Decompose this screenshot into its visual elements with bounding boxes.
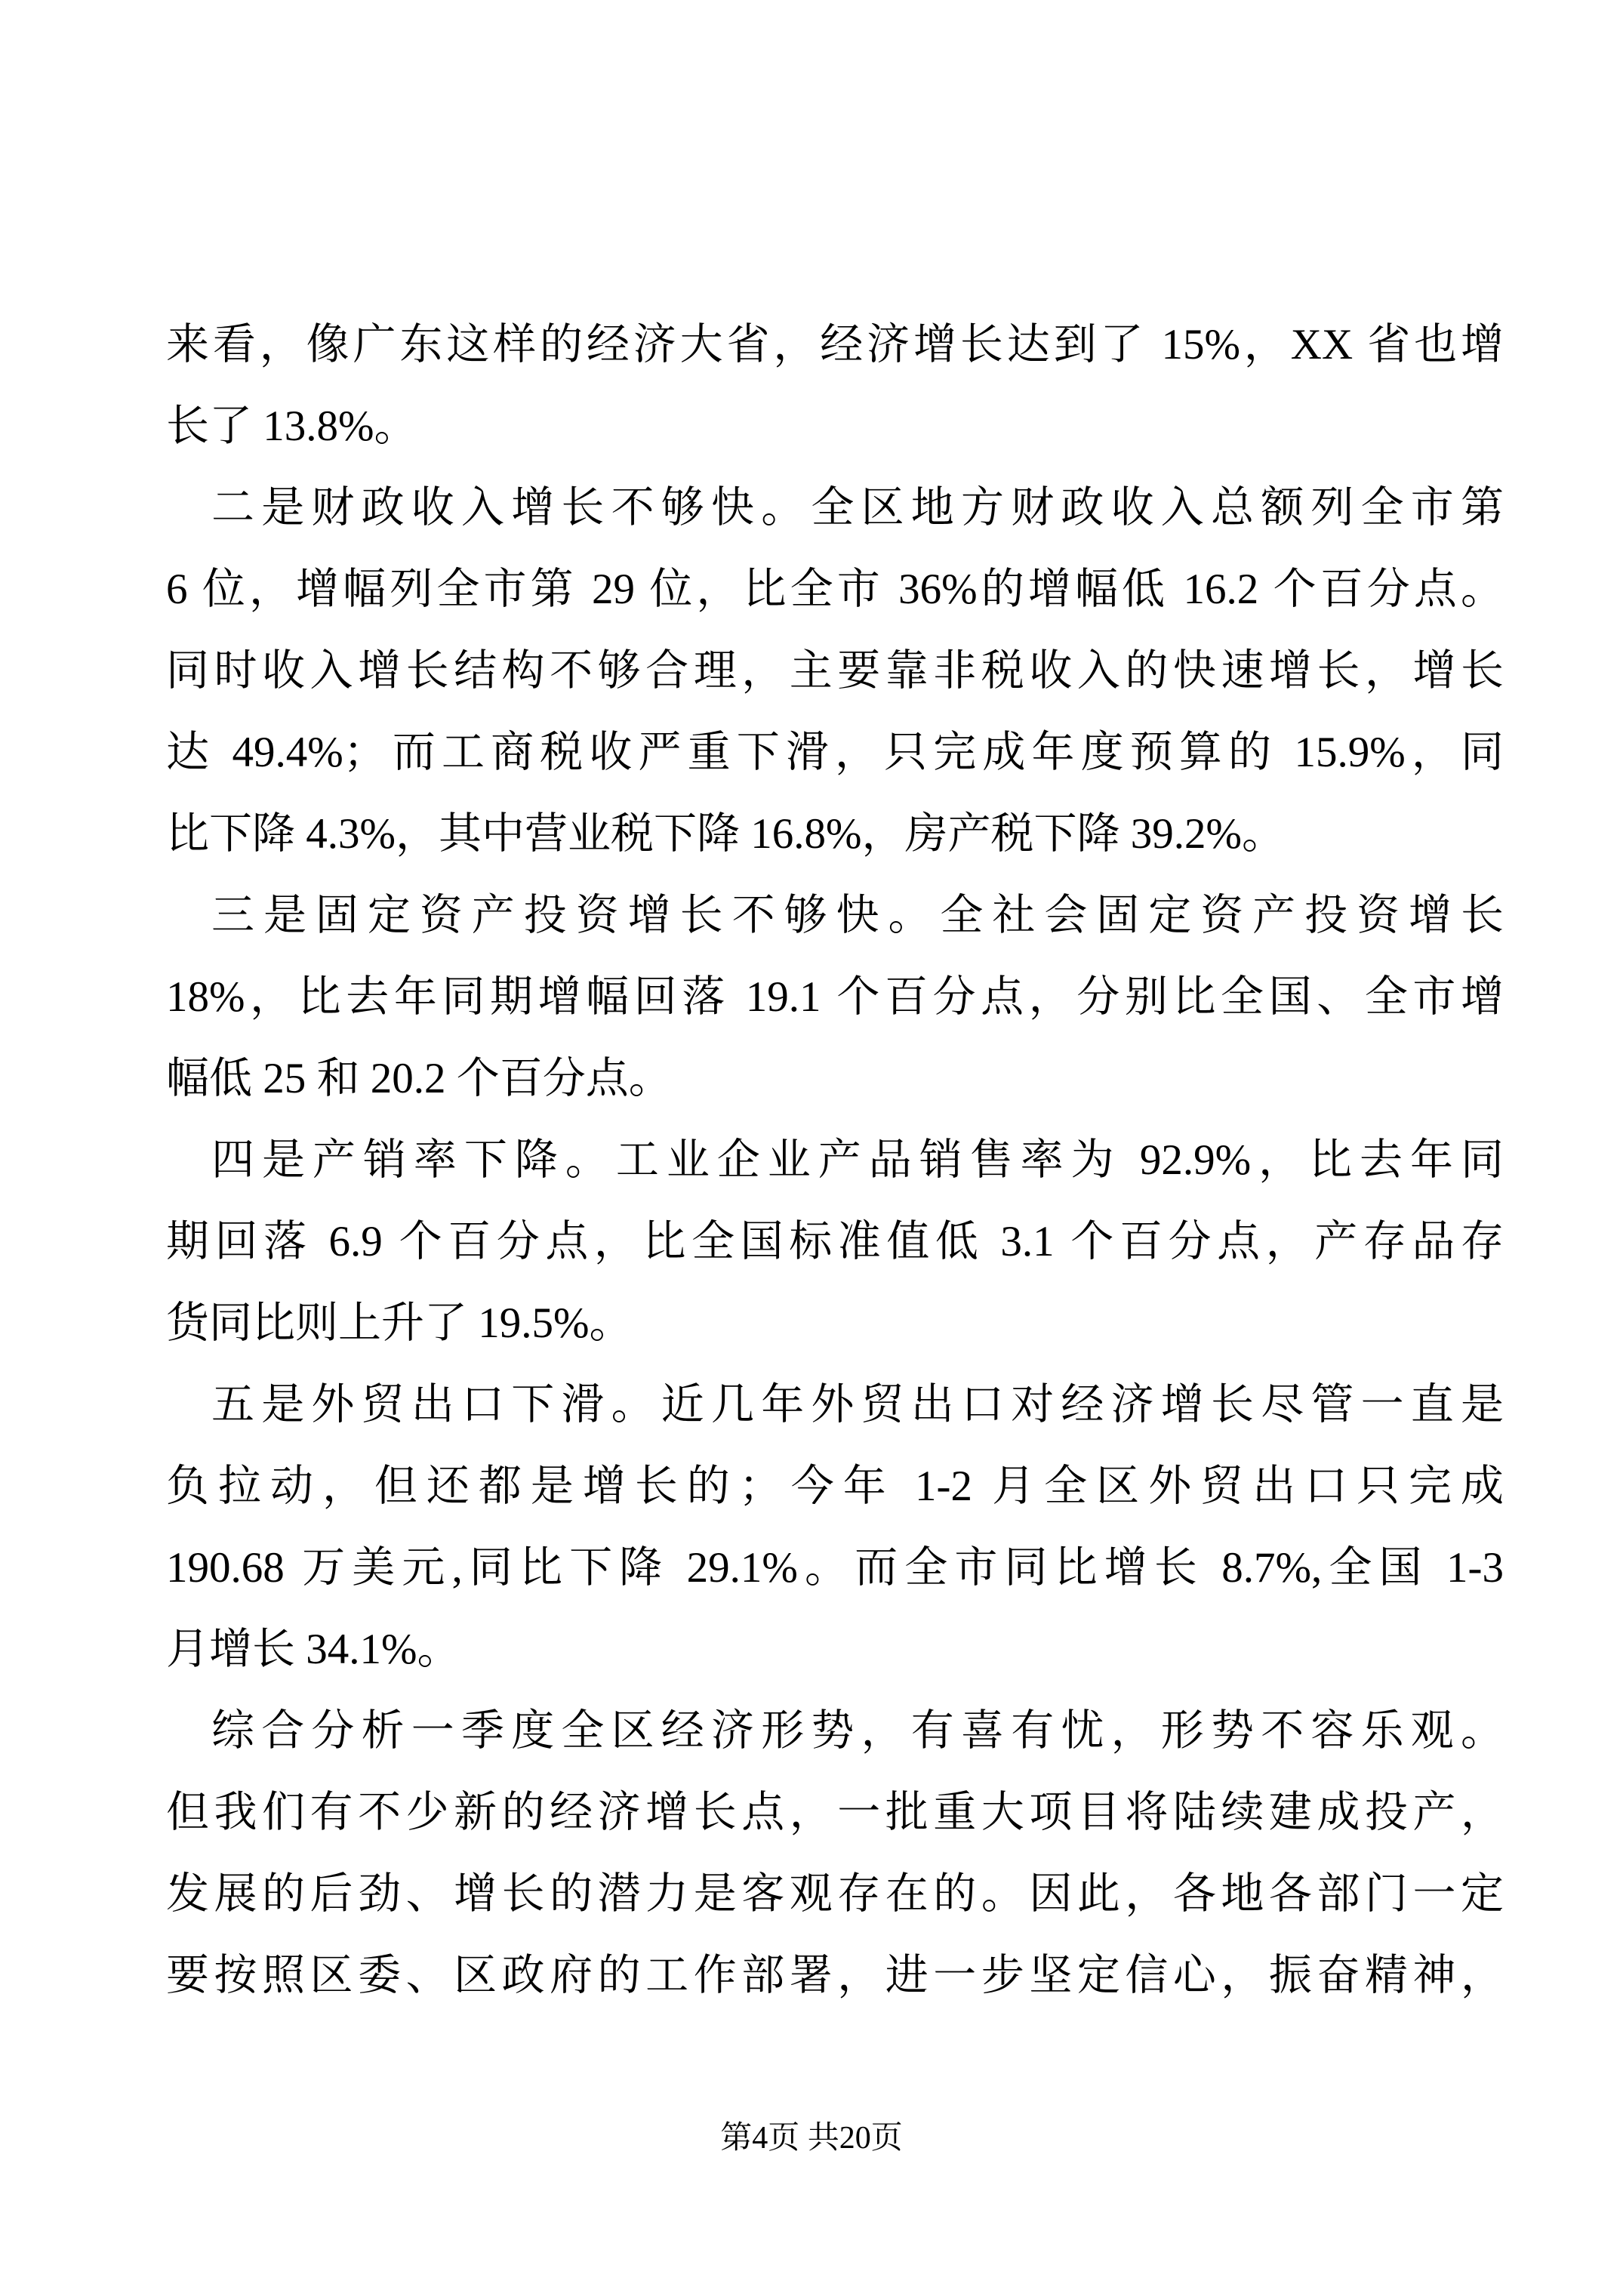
text-line: 来看，像广东这样的经济大省，经济增长达到了 15%，XX 省也增	[166, 321, 1504, 368]
text-line: 发展的后劲、增长的潜力是客观存在的。因此，各地各部门一定	[166, 1870, 1504, 1918]
text-line: 五是外贸出口下滑。近几年外贸出口对经济增长尽管一直是	[211, 1381, 1504, 1428]
text-line: 达 49.4%；而工商税收严重下滑，只完成年度预算的 15.9%，同	[166, 729, 1504, 776]
page-number-text: 第4页 共20页	[720, 2121, 903, 2156]
text-line: 18%，比去年同期增幅回落 19.1 个百分点，分别比全国、全市增	[166, 973, 1504, 1021]
text-line: 6 位，增幅列全市第 29 位，比全市 36%的增幅低 16.2 个百分点。	[166, 566, 1504, 613]
text-line: 二是财政收入增长不够快。全区地方财政收入总额列全市第	[211, 484, 1504, 532]
text-line: 幅低 25 和 20.2 个百分点。	[166, 1055, 672, 1102]
text-line: 但我们有不少新的经济增长点，一批重大项目将陆续建成投产，	[166, 1789, 1504, 1836]
text-line: 货同比则上升了 19.5%。	[166, 1299, 633, 1347]
text-line: 要按照区委、区政府的工作部署，进一步坚定信心，振奋精神，	[166, 1952, 1504, 1999]
document-body	[166, 304, 1504, 2017]
text-line: 190.68 万美元,同比下降 29.1%。而全市同比增长 8.7%,全国 1-3	[166, 1544, 1504, 1592]
text-line: 负拉动，但还都是增长的；今年 1-2 月全区外贸出口只完成	[166, 1462, 1504, 1510]
text-line: 长了 13.8%。	[166, 402, 417, 450]
text-line: 月增长 34.1%。	[166, 1626, 460, 1673]
text-line: 期回落 6.9 个百分点，比全国标准值低 3.1 个百分点，产存品存	[166, 1218, 1504, 1265]
page-footer	[0, 2119, 1623, 2158]
text-line: 三是固定资产投资增长不够快。全社会固定资产投资增长	[211, 892, 1504, 939]
text-line: 综合分析一季度全区经济形势，有喜有忧，形势不容乐观。	[211, 1707, 1504, 1755]
text-line: 同时收入增长结构不够合理，主要靠非税收入的快速增长，增长	[166, 647, 1504, 695]
text-line: 比下降 4.3%，其中营业税下降 16.8%，房产税下降 39.2%。	[166, 810, 1285, 858]
text-line: 四是产销率下降。工业企业产品销售率为 92.9%，比去年同	[211, 1136, 1504, 1184]
